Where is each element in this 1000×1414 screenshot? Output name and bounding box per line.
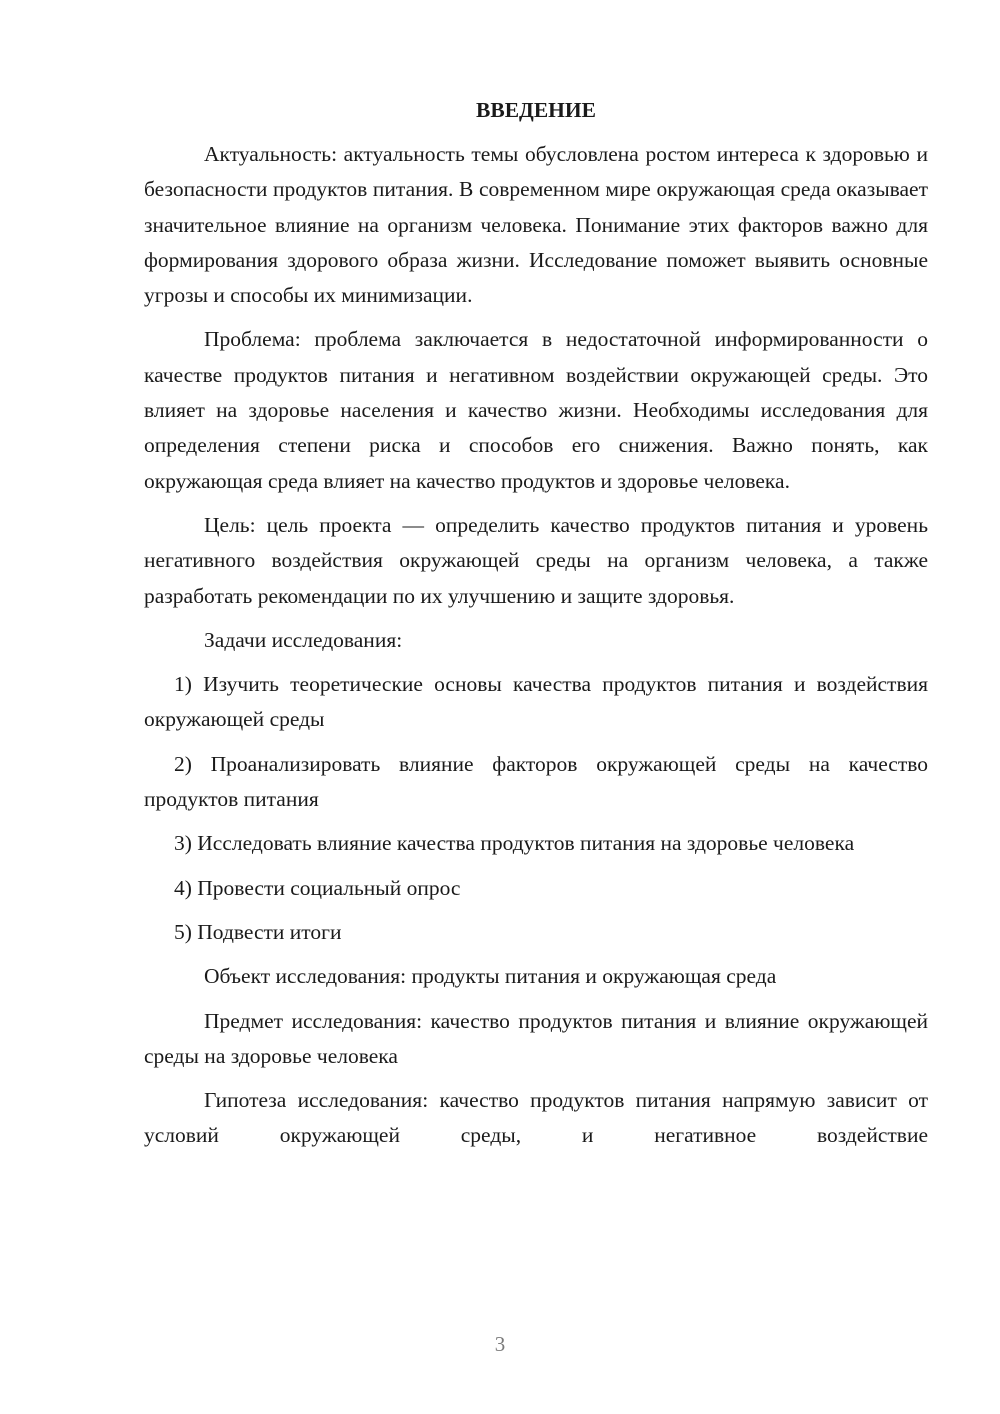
relevance-paragraph: Актуальность: актуальность темы обусловлена ростом интереса к здоровью и безопасности продуктов питания. В современном мире окружающая среда оказывает значительное влияние на организм человека. Понимание этих факторов важно для формирования здорового образа жизни. Исследование поможет выявить основные угрозы и способы их минимизации. — [144, 142, 928, 308]
object-paragraph: Объект исследования: продукты питания и окружающая среда — [204, 964, 777, 989]
task-item-2: 2) Проанализировать влияние факторов окружающей среды на качество продуктов питания — [144, 751, 928, 812]
task-item-1: 1) Изучить теоретические основы качества продуктов питания и воздействия окружающей среды — [144, 672, 928, 732]
task-item-3: 3) Исследовать влияние качества продуктов питания на здоровье человека — [174, 831, 855, 856]
problem-paragraph: Проблема: проблема заключается в недостаточной информированности о качестве продуктов питания и негативном воздействии окружающей среды. Это влияет на здоровье населения и качество жизни. Необходимы исследования для определения степени риска и способов его снижения. Важно понять, как окружающая среда влияет на качество продуктов и здоровье человека. — [144, 327, 928, 493]
hypothesis-paragraph: Гипотеза исследования: качество продуктов питания напрямую зависит от условий окружающей среды, и негативное воздействие — [144, 1088, 928, 1148]
task-item-4: 4) Провести социальный опрос — [174, 875, 461, 900]
task-item-5: 5) Подвести итоги — [174, 919, 342, 944]
subject-paragraph: Предмет исследования: качество продуктов питания и влияние окружающей среды на здоровье человека — [144, 1008, 928, 1068]
tasks-heading: Задачи исследования: — [204, 627, 403, 652]
page-number: 3 — [494, 1332, 506, 1356]
document-page — [144, 92, 928, 1163]
section-title: ВВЕДЕНИЕ — [476, 98, 596, 122]
goal-paragraph: Цель: цель проекта — определить качество продуктов питания и уровень негативного воздействия окружающей среды на организм человека, а также разработать рекомендации по их улучшению и защите здоровья. — [144, 512, 928, 608]
